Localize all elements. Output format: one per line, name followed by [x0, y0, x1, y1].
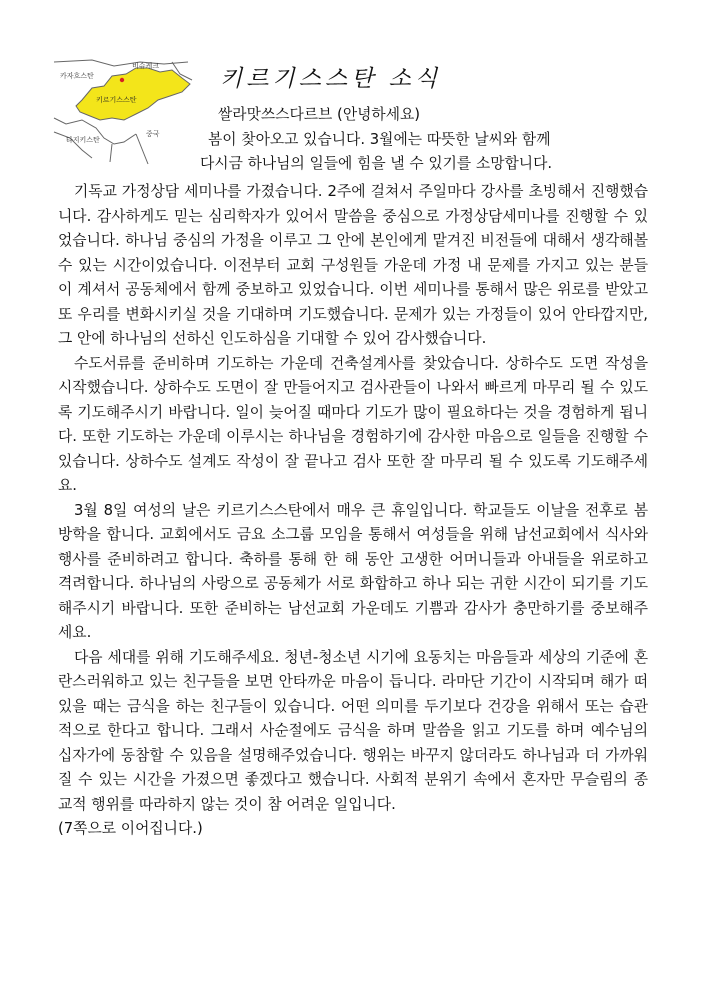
map-label-bishkek: 비슈케크	[132, 62, 160, 70]
greeting: 쌀라맛쓰스다르브 (안녕하세요)	[218, 106, 421, 123]
intro-block	[200, 103, 660, 177]
map-label-kazakhstan: 카자흐스탄	[60, 72, 94, 80]
article-body	[58, 180, 648, 842]
map-label-tajikistan: 타지키스탄	[66, 136, 100, 144]
newsletter-title: 키르기스스탄 소식	[220, 66, 442, 92]
kyrgyzstan-map	[52, 58, 194, 166]
paragraph-counseling-seminar: 기독교 가정상담 세미나를 가졌습니다. 2주에 걸쳐서 주일마다 강사를 초빙해서 진행했습니다. 감사하게도 믿는 심리학자가 있어서 말씀을 중심으로 가정상담세미나를 진행할 수 있었습니다. 하나님 중심의 가정을 이루고 그 안에 본인에게 맡겨진 비전들에 대해서 생각해볼 수 있는 시간이었습니다. 이전부터 교회 구성원들 가운데 가정 내 문제를 가지고 있는 분들이 계셔서 공동체에서 함께 중보하고 있었습니다. 이번 세미나를 통해서 많은 위로를 받았고 또 우리를 변화시키실 것을 기대하며 기도했습니다. 문제가 있는 가정들이 있어 안타깝지만, 그 안에 하나님의 선하신 인도하심을 기대할 수 있어 감사했습니다.	[58, 183, 648, 347]
paragraph-water-documents: 수도서류를 준비하며 기도하는 가운데 건축설계사를 찾았습니다. 상하수도 도면 작성을 시작했습니다. 상하수도 도면이 잘 만들어지고 검사관들이 나와서 빠르게 마무리 될 수 있도록 기도해주시기 바랍니다. 일이 늦어질 때마다 기도가 많이 필요하다는 것을 경험하게 됩니다. 또한 기도하는 가운데 이루시는 하나님을 경험하기에 감사한 마음으로 일들을 진행할 수 있습니다. 상하수도 설계도 작성이 잘 끝나고 검사 또한 잘 마무리 될 수 있도록 기도해주세요.	[58, 354, 648, 494]
paragraph-next-generation: 다음 세대를 위해 기도해주세요. 청년-청소년 시기에 요동치는 마음들과 세상의 기준에 혼란스러워하고 있는 친구들을 보면 안타까운 마음이 듭니다. 라마단 기간이 시작되며 해가 떠 있을 때는 금식을 하는 친구들이 있습니다. 어떤 의미를 두기보다 건강을 위해서 또는 습관적으로 한다고 합니다. 그래서 사순절에도 금식을 하며 말씀을 읽고 기도를 하며 예수님의 십자가에 동참할 수 있음을 설명해주었습니다. 행위는 바꾸지 않더라도 하나님과 더 가까워질 수 있는 시간을 가졌으면 좋겠다고 했습니다. 사회적 분위기 속에서 혼자만 무슬림의 종교적 행위를 따라하지 않는 것이 참 어려운 일입니다.	[58, 648, 648, 813]
map-label-china: 중국	[146, 130, 160, 138]
intro-line: 다시금 하나님의 일들에 힘을 낼 수 있기를 소망합니다.	[200, 155, 553, 172]
paragraph-womens-day: 3월 8일 여성의 날은 키르기스스탄에서 매우 큰 휴일입니다. 학교들도 이날을 전후로 봄 방학을 합니다. 교회에서도 금요 소그룹 모임을 통해서 여성들을 위해 남선교회에서 식사와 행사를 준비하려고 합니다. 축하를 통해 한 해 동안 고생한 어머니들과 아내들을 위로하고 격려합니다. 하나님의 사랑으로 공동체가 서로 화합하고 하나 되는 귀한 시간이 되기를 기도해주시기 바랍니다. 또한 준비하는 남선교회 가운데도 기쁨과 감사가 충만하기를 중보해주세요.	[58, 501, 648, 641]
intro-line: 봄이 찾아오고 있습니다. 3월에는 따뜻한 날씨와 함께	[208, 130, 551, 148]
map-label-kyrgyzstan: 키르기스스탄	[96, 96, 137, 104]
continued-note: (7쪽으로 이어집니다.)	[58, 820, 203, 837]
